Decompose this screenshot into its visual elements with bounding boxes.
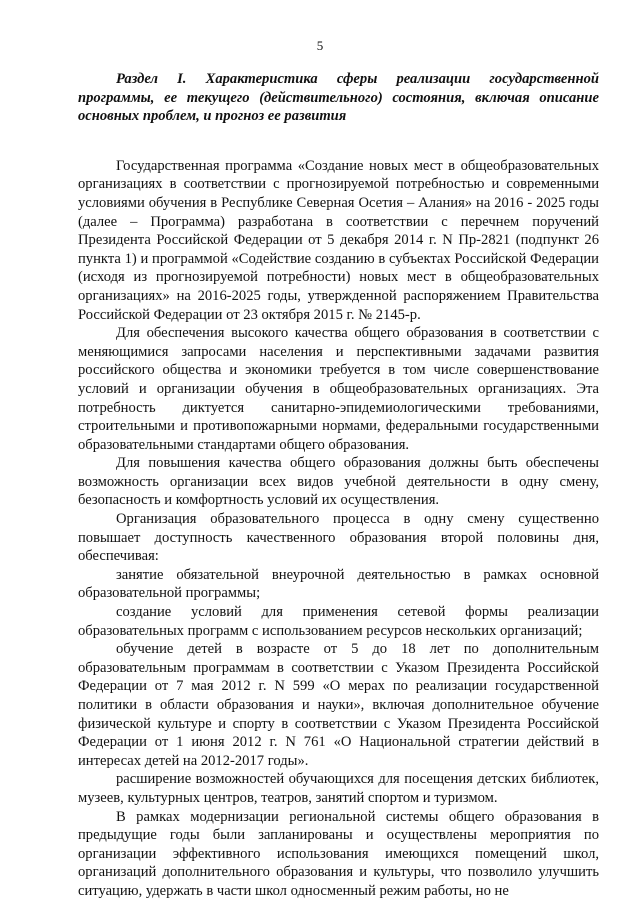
paragraph-organization: Организация образовательного процесса в одну смену существенно повышает доступность качественного образования второй половины дня, обеспечивая: xyxy=(78,511,599,565)
paragraph-single-shift: Для повышения качества общего образования должны быть обеспечены возможность организации всех видов учебной деятельности в одну смену, безопасность и комфортность условий их осуществления. xyxy=(78,455,599,509)
section-heading: Раздел I. Характеристика сферы реализации государственной программы, ее текущего (действительного) состояния, включая описание основных проблем, и прогноз ее развития xyxy=(78,71,599,125)
list-item-additional-education: обучение детей в возрасте от 5 до 18 лет по дополнительным образовательным программам в соответствии с Указом Президента Российской Федерации от 7 мая 2012 г. N 599 «О мерах по реализации государственной политики в области образования и науки», включая дополнительное обучение физической культуре и спорту в соответствии с Указом Президента Российской Федерации от 1 июня 2012 г. N 761 «О Национальной стратегии действий в интересах детей на 2012-2017 годы». xyxy=(78,641,599,769)
page-number: 5 xyxy=(316,38,324,53)
document-body xyxy=(78,70,599,901)
list-item-network-form: создание условий для применения сетевой формы реализации образовательных программ с использованием ресурсов нескольких организаций; xyxy=(78,604,599,639)
paragraph-modernization: В рамках модернизации региональной системы общего образования в предыдущие годы были запланированы и осуществлены мероприятия по организации эффективного использования имеющихся помещений школ, организаций дополнительного образования и культуры, что позволило улучшить ситуацию, удержать в части школ односменный режим работы, но не xyxy=(78,808,599,899)
paragraph-quality-requirements: Для обеспечения высокого качества общего образования в соответствии с меняющимися запросами населения и перспективными задачами развития российского общества и экономики требуется в том числе совершенствование условий и организации обучения в общеобразовательных организациях. Эта потребность диктуется санитарно-эпидемиологическими требованиями, строительными и противопожарными нормами, федеральными государственными образовательными стандартами общего образования. xyxy=(78,325,599,453)
heading-spacer xyxy=(78,126,599,157)
list-item-cultural-access: расширение возможностей обучающихся для посещения детских библиотек, музеев, культурных центров, театров, занятий спортом и туризмом. xyxy=(78,771,599,806)
paragraph-program-basis: Государственная программа «Создание новых мест в общеобразовательных организациях в соответствии с прогнозируемой потребностью и современными условиями обучения в Республике Северная Осетия – Алания» на 2016 - 2025 годы (далее – Программа) разработана в соответствии с перечнем поручений Президента Российской Федерации от 5 декабря 2014 г. N Пр-2821 (подпункт 26 пункта 1) и программой «Содействие созданию в субъектах Российской Федерации (исходя из прогнозируемой потребности) новых мест в общеобразовательных организациях» на 2016-2025 годы, утвержденной распоряжением Правительства Российской Федерации от 23 октября 2015 г. № 2145-р. xyxy=(78,157,599,323)
list-item-extracurricular: занятие обязательной внеурочной деятельностью в рамках основной образовательной программы; xyxy=(78,566,599,602)
